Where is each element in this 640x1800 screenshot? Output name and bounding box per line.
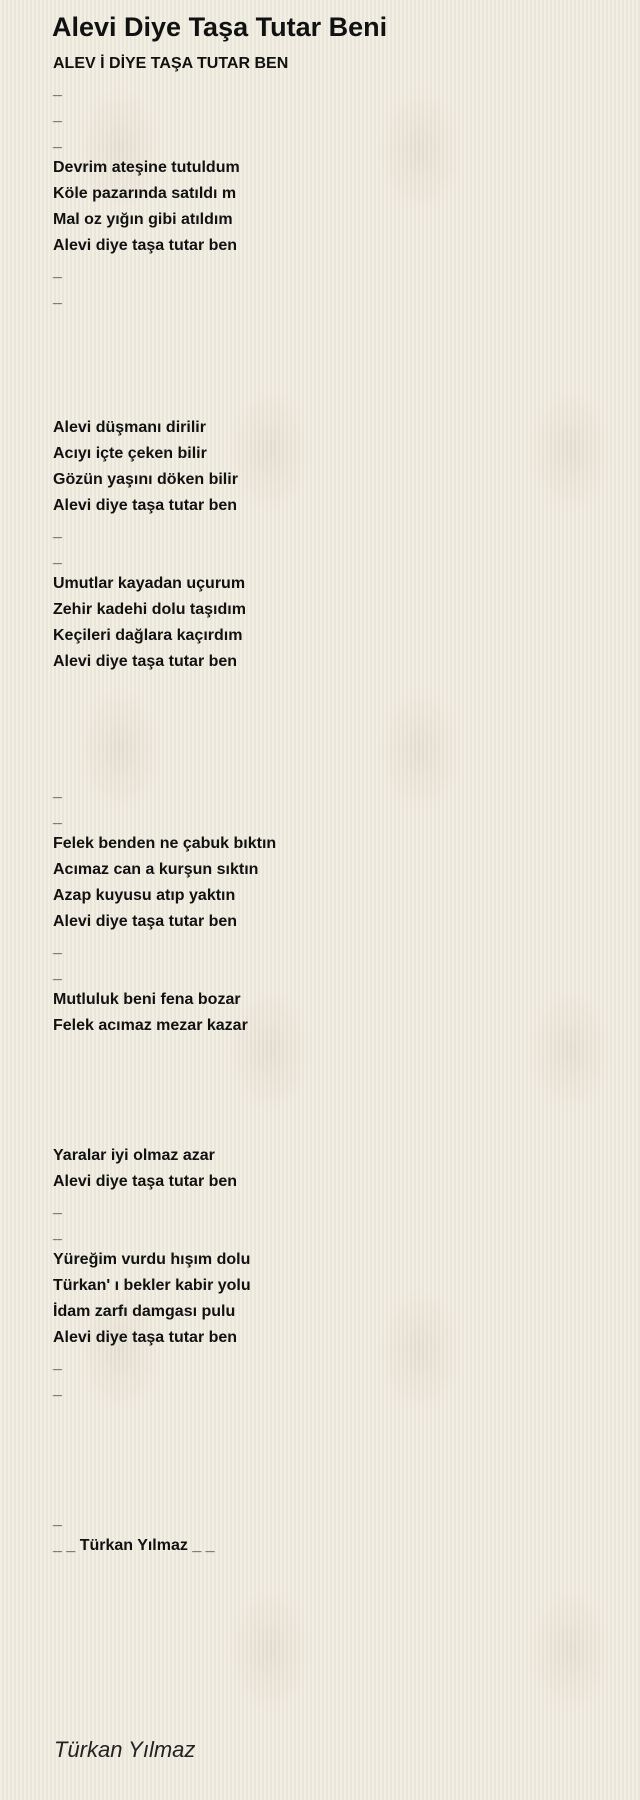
poem-line: İdam zarfı damgası pulu <box>53 1303 236 1320</box>
poem-line: _ <box>53 289 62 306</box>
poem-line: Keçileri dağlara kaçırdım <box>53 627 243 644</box>
poem-line: _ <box>53 81 62 98</box>
poem-line: Zehir kadehi dolu taşıdım <box>53 601 246 618</box>
poem-line: _ <box>53 939 62 956</box>
stanza-gap <box>53 1091 613 1117</box>
poem-line: _ <box>53 263 62 280</box>
poem-line: _ <box>53 523 62 540</box>
poem-line: Acıyı içte çeken bilir <box>53 445 207 462</box>
poem-line: Alevi diye taşa tutar ben <box>53 1173 238 1190</box>
poem-line: _ <box>53 809 62 826</box>
poem-title: Alevi Diye Taşa Tutar Beni <box>52 12 388 42</box>
poem-line: Gözün yaşını döken bilir <box>53 471 238 488</box>
poem-line: Azap kuyusu atıp yaktın <box>53 887 236 904</box>
poem-line: Alevi diye taşa tutar ben <box>53 237 238 254</box>
stanza-gap <box>53 701 613 727</box>
poem-line: Alevi diye taşa tutar ben <box>53 1329 238 1346</box>
poem-line: _ <box>53 549 62 566</box>
stanza-gap <box>53 753 613 779</box>
author-signature: Türkan Yılmaz <box>54 1737 196 1762</box>
poem-line: Alevi diye taşa tutar ben <box>53 497 238 514</box>
poem-line: Yaralar iyi olmaz azar <box>53 1147 215 1164</box>
poem-line: Mutluluk beni fena bozar <box>53 991 241 1008</box>
stanza-gap <box>53 311 613 337</box>
stanza-gap <box>53 675 613 701</box>
poem-heading: ALEV İ DİYE TAŞA TUTAR BEN <box>53 55 289 72</box>
stanza-gap <box>53 1039 613 1065</box>
poem-line: Devrim ateşine tutuldum <box>53 159 240 176</box>
poem-line: Umutlar kayadan uçurum <box>53 575 246 592</box>
poem-line: _ <box>53 1225 62 1242</box>
stanza-gap <box>53 1117 613 1143</box>
poem-line: Mal oz yığın gibi atıldım <box>53 211 233 228</box>
stanza-gap <box>53 389 613 415</box>
poem-line: _ <box>53 783 62 800</box>
poem-line: Alevi diye taşa tutar ben <box>53 913 238 930</box>
stanza-gap <box>53 1455 613 1481</box>
stanza-gap <box>53 1481 613 1507</box>
poem-lines <box>53 77 613 1559</box>
stanza-gap <box>53 1403 613 1429</box>
poem-line: _ <box>53 1199 62 1216</box>
stanza-gap <box>53 1065 613 1091</box>
stanza-gap <box>53 337 613 363</box>
poem-line: Felek acımaz mezar kazar <box>53 1017 248 1034</box>
poem-line: Yüreğim vurdu hışım dolu <box>53 1251 251 1268</box>
poem-line: _ <box>53 965 62 982</box>
poem-line: _ <box>53 1381 62 1398</box>
poem-line: _ <box>53 1511 62 1528</box>
poem-line: Alevi diye taşa tutar ben <box>53 653 238 670</box>
poem-line: Türkan' ı bekler kabir yolu <box>53 1277 251 1294</box>
poem-body <box>53 51 613 1559</box>
stanza-gap <box>53 363 613 389</box>
poem-line: _ <box>53 1355 62 1372</box>
poem-line: Alevi düşmanı dirilir <box>53 419 206 436</box>
poem-line: Felek benden ne çabuk bıktın <box>53 835 277 852</box>
poem-line: Köle pazarında satıldı m <box>53 185 237 202</box>
poem-line: _ <box>53 133 62 150</box>
poem-line: _ <box>53 107 62 124</box>
poem-line: Acımaz can a kurşun sıktın <box>53 861 259 878</box>
poem-line: _ _ Türkan Yılmaz _ _ <box>53 1537 215 1554</box>
stanza-gap <box>53 1429 613 1455</box>
stanza-gap <box>53 727 613 753</box>
